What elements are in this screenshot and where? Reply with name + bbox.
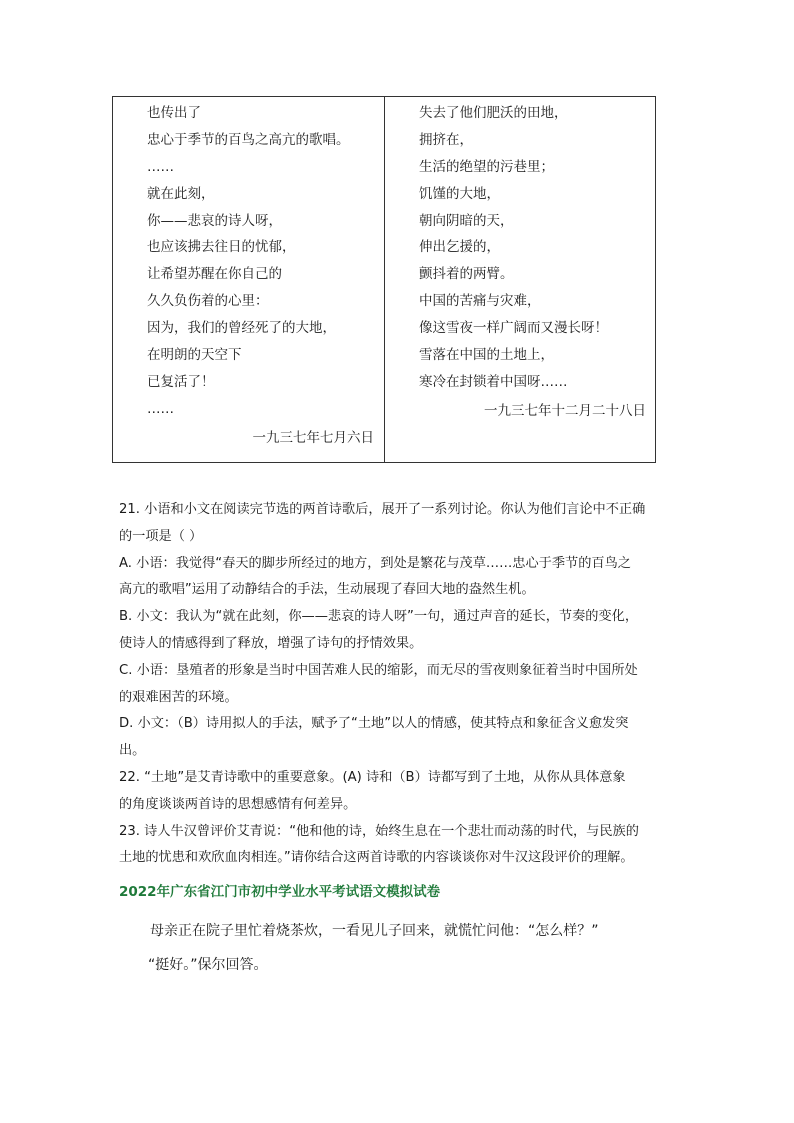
poem-line: 也应该拂去往日的忧郁， bbox=[147, 239, 296, 256]
option-c-line: 的艰难困苦的环境。 bbox=[119, 689, 238, 705]
option-d-line: 出。 bbox=[119, 743, 146, 759]
option-c-line: C. 小语：垦殖者的形象是当时中国苦难人民的缩影，而无尽的雪夜则象征着当时中国所处 bbox=[119, 662, 638, 678]
question-section bbox=[119, 497, 679, 872]
option-a-line: 高亢的歌唱”运用了动静结合的手法，生动展现了春回大地的盎然生机。 bbox=[119, 582, 535, 598]
story-line: “挺好。”保尔回答。 bbox=[148, 957, 268, 973]
poem-a-date: 一九三七年七月六日 bbox=[252, 430, 374, 446]
poem-line: 已复活了！ bbox=[147, 373, 215, 390]
poem-line: 生活的绝望的污巷里； bbox=[419, 158, 554, 175]
poem-line: 伸出乞援的， bbox=[419, 239, 500, 256]
poem-b-column bbox=[419, 100, 649, 396]
poem-line: 中国的苦痛与灾难， bbox=[419, 293, 541, 310]
question-line: 的一项是（ ） bbox=[119, 528, 203, 544]
story-line: 母亲正在院子里忙着烧茶炊，一看见儿子回来，就慌忙问他：“怎么样？” bbox=[150, 923, 599, 939]
question-line: 23. 诗人牛汉曾评价艾青说：“他和他的诗，始终生息在一个悲壮而动荡的时代，与民族的 bbox=[119, 823, 639, 839]
poem-line: 饥馑的大地， bbox=[419, 185, 500, 202]
poem-line: 拥挤在， bbox=[419, 131, 473, 148]
option-a-line: A. 小语：我觉得“春天的脚步所经过的地方，到处是繁花与茂草……忠心于季节的百鸟之 bbox=[119, 555, 631, 571]
option-b-line: 使诗人的情感得到了释放，增强了诗句的抒情效果。 bbox=[119, 635, 423, 651]
poem-table bbox=[112, 96, 656, 463]
question-line: 22. “土地”是艾青诗歌中的重要意象。(A) 诗和（B）诗都写到了土地，从你从具体意象 bbox=[119, 769, 626, 785]
poem-line: 寒冷在封锁着中国呀…… bbox=[419, 373, 568, 390]
poem-line: 朝向阴暗的天， bbox=[419, 212, 514, 229]
poem-line: 久久负伤着的心里： bbox=[147, 293, 269, 310]
poem-line: …… bbox=[147, 400, 174, 417]
poem-line: 也传出了 bbox=[147, 105, 201, 121]
poem-line: 颤抖着的两臂。 bbox=[419, 266, 514, 283]
exam-title: 2022年广东省江门市初中学业水平考试语文模拟试卷 bbox=[119, 884, 441, 900]
question-line: 土地的忧患和欢欣血肉相连。”请你结合这两首诗歌的内容谈谈你对牛汉这段评价的理解。 bbox=[119, 850, 634, 866]
poem-line: …… bbox=[147, 158, 174, 175]
option-d-line: D. 小文：（B）诗用拟人的手法，赋予了“土地”以人的情感，使其特点和象征含义愈发突 bbox=[119, 716, 629, 732]
poem-line: 雪落在中国的土地上， bbox=[419, 347, 554, 364]
story-passage bbox=[150, 914, 599, 982]
poem-line: 因为，我们的曾经死了的大地， bbox=[147, 320, 336, 337]
poem-divider bbox=[384, 97, 385, 462]
poem-line: 你——悲哀的诗人呀， bbox=[147, 212, 282, 229]
option-b-line: B. 小文：我认为“就在此刻，你——悲哀的诗人呀”一句，通过声音的延长，节奏的变化， bbox=[119, 609, 639, 625]
poem-line: 忠心于季节的百鸟之高亢的歌唱。 bbox=[147, 131, 350, 148]
poem-line: 就在此刻， bbox=[147, 185, 215, 202]
poem-a-column bbox=[147, 100, 377, 423]
question-line: 的角度谈谈两首诗的思想感情有何差异。 bbox=[119, 796, 357, 812]
poem-line: 在明朗的天空下 bbox=[147, 347, 242, 364]
question-line: 21. 小语和小文在阅读完节选的两首诗歌后，展开了一系列讨论。你认为他们言论中不正确 bbox=[119, 502, 646, 517]
poem-line: 像这雪夜一样广阔而又漫长呀！ bbox=[419, 320, 608, 337]
poem-line: 失去了他们肥沃的田地， bbox=[419, 105, 568, 121]
poem-b-date: 一九三七年十二月二十八日 bbox=[484, 403, 646, 419]
poem-line: 让希望苏醒在你自己的 bbox=[147, 266, 282, 283]
